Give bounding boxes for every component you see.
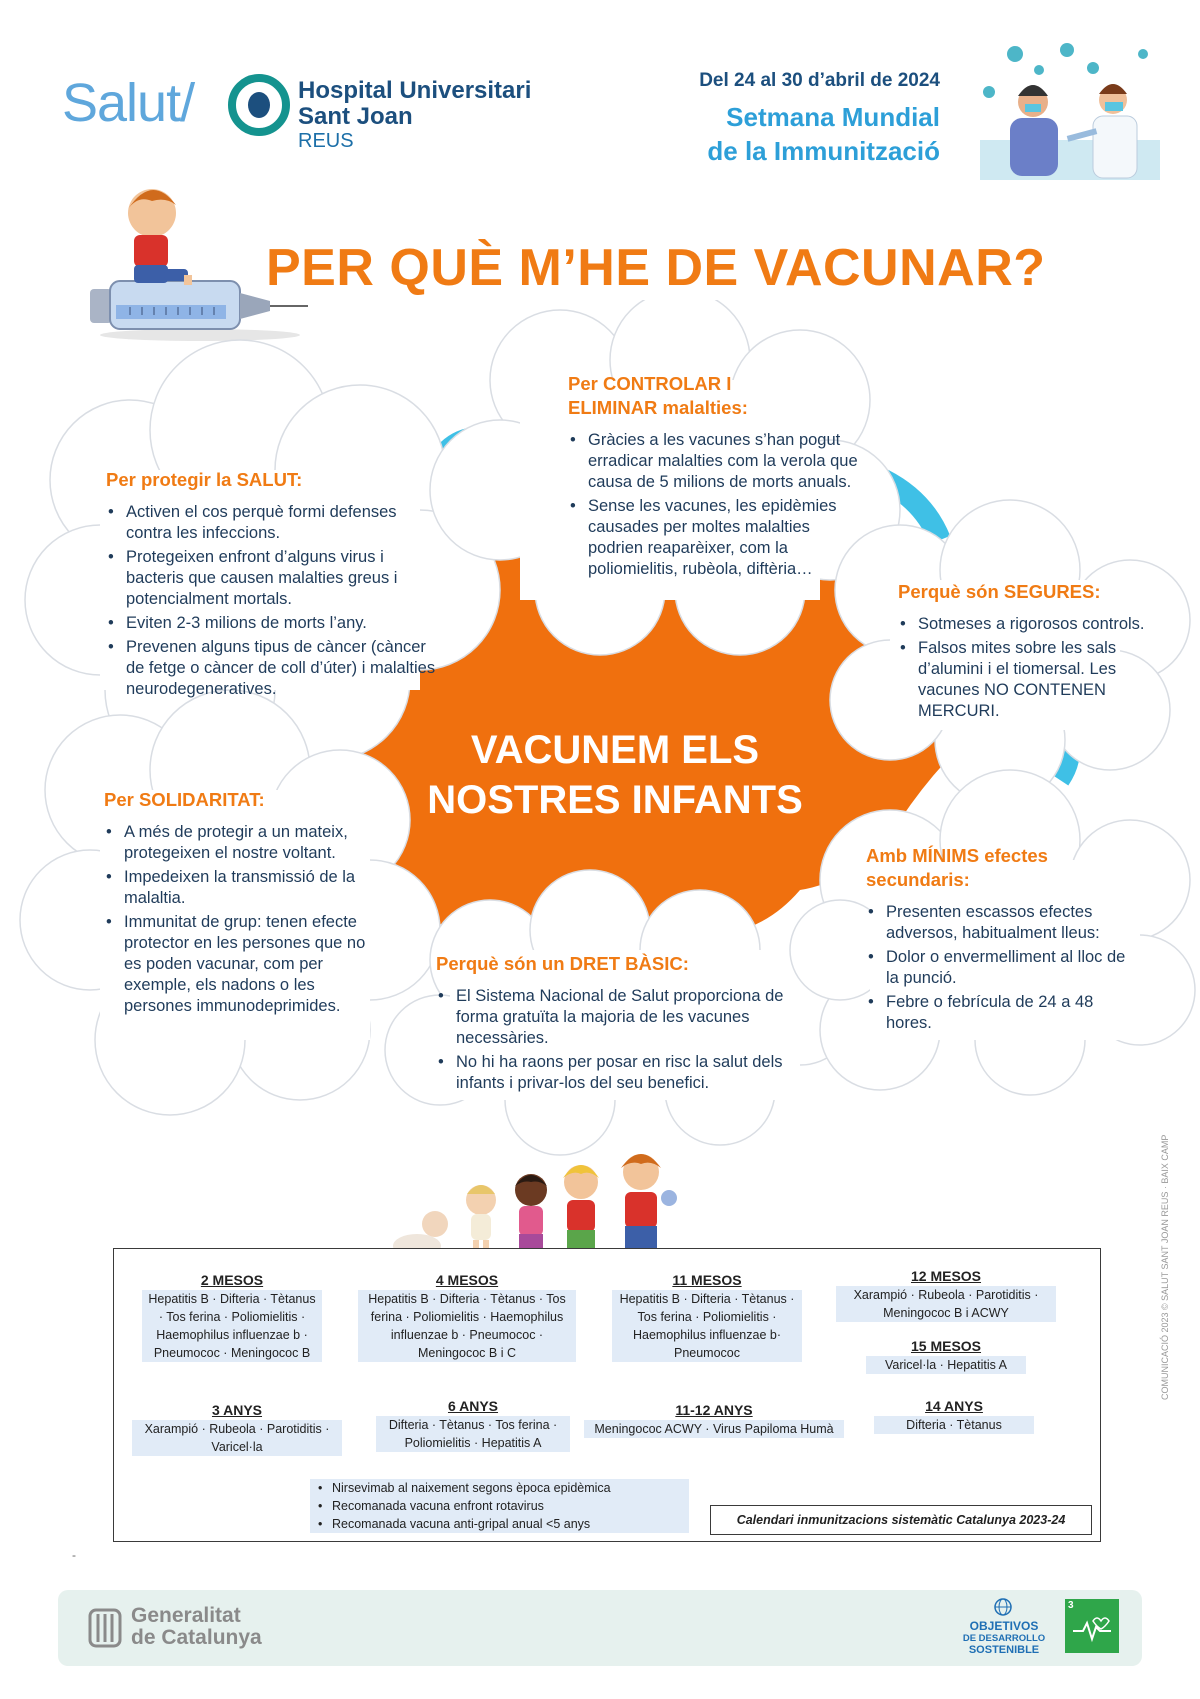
center-slogan-line2: NOSTRES INFANTS: [427, 778, 803, 822]
calendar-age: 15 MESOS: [910, 1338, 982, 1354]
calendar-entry-6-anys: [376, 1397, 570, 1452]
event-dates: Del 24 al 30 d’abril de 2024: [699, 70, 940, 91]
calendar-entry-3-anys: [132, 1401, 342, 1456]
calendar-notes: [310, 1479, 689, 1533]
calendar-vaccines: Meningococ ACWY · Virus Papiloma Humà: [584, 1420, 844, 1438]
hospital-city: REUS: [298, 130, 354, 152]
calendar-note: • Nirsevimab al naixement segons època epidèmica: [316, 1479, 689, 1497]
hospital-name-line2: Sant Joan: [298, 103, 413, 130]
cloud-item: • No hi ha raons per posar en risc la salut dels infants i privar-los del seu benefici.: [456, 1052, 806, 1094]
center-slogan-line1: VACUNEM ELS: [470, 728, 760, 772]
cloud-item: • El Sistema Nacional de Salut proporciona de forma gratuïta la majoria de les vacunes necessàries.: [456, 986, 806, 1049]
cloud-item: • Immunitat de grup: tenen efecte protector en les persones que no es poden vacunar, com per exemple, els nadons o les persones immunodeprimides.: [124, 912, 366, 1017]
calendar-age: 4 MESOS: [435, 1272, 499, 1288]
center-slogan: [395, 725, 835, 825]
cloud-item: • Dolor o envermelliment al lloc de la punció.: [886, 947, 1134, 989]
calendar-age: 14 ANYS: [925, 1398, 983, 1414]
calendar-note: • Recomanada vacuna anti-gripal anual <5 anys: [316, 1515, 689, 1533]
cloud-item: • Febre o febrícula de 24 a 48 hores.: [886, 992, 1134, 1034]
calendar-age: 6 ANYS: [447, 1398, 499, 1414]
vaccination-calendar: [113, 1248, 1101, 1542]
generalitat-emblem-icon: [88, 1608, 122, 1648]
calendar-note: • Recomanada vacuna enfront rotavirus: [316, 1497, 689, 1515]
cloud-item: • Protegeixen enfront d’alguns virus i bacteris que causen malalties greus i potencialment mortals.: [126, 547, 446, 610]
calendar-vaccines: Hepatitis B · Difteria · Tètanus · Tos ferina · Poliomielitis · Haemophilus influenzae b · Pneumococ · Meningococ B: [142, 1290, 322, 1362]
cloud-item: • A més de protegir a un mateix, protegeixen el nostre voltant.: [124, 822, 366, 864]
cloud-item: • Falsos mites sobre les sals d’alumini i el tiomersal. Les vacunes NO CONTENEN MERCURI.: [918, 638, 1168, 722]
cloud-salut-text: [106, 468, 446, 703]
cloud-segures-text: [898, 580, 1168, 725]
generalitat-line2: de Catalunya: [131, 1626, 262, 1649]
calendar-entry-11-12-anys: [584, 1401, 844, 1438]
event-title-line1: Setmana Mundial: [726, 102, 940, 132]
cloud-item: • Activen el cos perquè formi defenses contra les infeccions.: [126, 502, 446, 544]
un-globe-icon: [993, 1597, 1013, 1617]
hospital-name: [298, 78, 531, 130]
sdg3-number: 3: [1068, 1600, 1074, 1611]
page-title: PER QUÈ M’HE DE VACUNAR?: [266, 239, 1046, 297]
cloud-item: • Sotmeses a rigorosos controls.: [918, 614, 1168, 635]
hospital-name-line1: Hospital Universitari: [298, 77, 532, 104]
hospital-logo-icon: [228, 74, 290, 136]
calendar-entry-15-mesos: [866, 1337, 1026, 1374]
cloud-heading: Per SOLIDARITAT:: [104, 789, 265, 810]
sdg-label-line3: SOSTENIBLE: [968, 1644, 1040, 1656]
cloud-item: • Eviten 2-3 milions de morts l’any.: [126, 613, 446, 634]
cloud-item: • Sense les vacunes, les epidèmies causades per moltes malalties podrien reaparèixer, com la poliomielitis, rubèola, diftèria…: [588, 496, 868, 580]
calendar-entry-12-mesos: [836, 1267, 1056, 1322]
side-credit: COMUNICACIÓ 2023 © SALUT SANT JOAN REUS · BAIX CAMP: [1160, 1134, 1170, 1400]
calendar-caption: Calendari inmunitzacions sistemàtic Catalunya 2023-24: [710, 1505, 1092, 1535]
calendar-vaccines: Xarampió · Rubeola · Parotiditis · Varicel·la: [132, 1420, 342, 1456]
sdg-label-line1: OBJETIVOS: [969, 1619, 1039, 1633]
event-title: [600, 100, 940, 168]
calendar-vaccines: Xarampió · Rubeola · Parotiditis · Meningococ B i ACWY: [836, 1286, 1056, 1322]
sdg-label: [960, 1620, 1048, 1656]
calendar-vaccines: Difteria · Tètanus · Tos ferina · Poliomielitis · Hepatitis A: [376, 1416, 570, 1452]
calendar-vaccines: Varicel·la · Hepatitis A: [866, 1356, 1026, 1374]
cloud-controlar-text: [568, 372, 868, 583]
calendar-age: 12 MESOS: [910, 1268, 982, 1284]
cloud-solidaritat-text: [104, 788, 366, 1020]
calendar-entry-2-mesos: [142, 1271, 322, 1362]
calendar-age: 3 ANYS: [211, 1402, 263, 1418]
cloud-heading: Per CONTROLAR I ELIMINAR malalties:: [568, 373, 748, 418]
cloud-heading: Per protegir la SALUT:: [106, 469, 303, 490]
cloud-heading: Amb MÍNIMS efectes secundaris:: [866, 845, 1048, 890]
calendar-age: 11 MESOS: [672, 1272, 742, 1288]
event-title-line2: de la Immunització: [707, 136, 940, 166]
calendar-entry-14-anys: [874, 1397, 1034, 1434]
cloud-item: • Gràcies a les vacunes s’han pogut erradicar malalties com la verola que causa de 5 milions de morts anuals.: [588, 430, 868, 493]
calendar-entry-4-mesos: [358, 1271, 576, 1362]
sdg-label-line2: DE DESARROLLO: [962, 1633, 1046, 1644]
cloud-item: • Impedeixen la transmissió de la malaltia.: [124, 867, 366, 909]
salut-logo-text: Salut/: [62, 73, 195, 133]
calendar-vaccines: Hepatitis B · Difteria · Tètanus · Tos ferina · Poliomielitis · Haemophilus influenzae b · Pneumococ · Meningococ B i C: [358, 1290, 576, 1362]
calendar-entry-11-mesos: [612, 1271, 802, 1362]
calendar-age: 2 MESOS: [200, 1272, 264, 1288]
cloud-efectes-text: [866, 844, 1134, 1037]
calendar-age: 11-12 ANYS: [675, 1402, 753, 1418]
generalitat-name: [131, 1605, 262, 1649]
calendar-vaccines: Difteria · Tètanus: [874, 1416, 1034, 1434]
cloud-item: • Prevenen alguns tipus de càncer (càncer de fetge o càncer de coll d’úter) i malalties neurodegeneratives.: [126, 637, 446, 700]
cloud-heading: Perquè són SEGURES:: [898, 581, 1101, 602]
calendar-vaccines: Hepatitis B · Difteria · Tètanus · Tos ferina · Poliomielitis · Haemophilus influenzae b· Pneumococ: [612, 1290, 802, 1362]
cloud-heading: Perquè són un DRET BÀSIC:: [436, 953, 689, 974]
generalitat-line1: Generalitat: [131, 1604, 241, 1627]
cloud-item: • Presenten escassos efectes adversos, habitualment lleus:: [886, 902, 1134, 944]
vaccination-illustration: [975, 40, 1165, 180]
cloud-dret-text: [436, 952, 806, 1097]
stray-dash: -: [72, 1548, 76, 1562]
